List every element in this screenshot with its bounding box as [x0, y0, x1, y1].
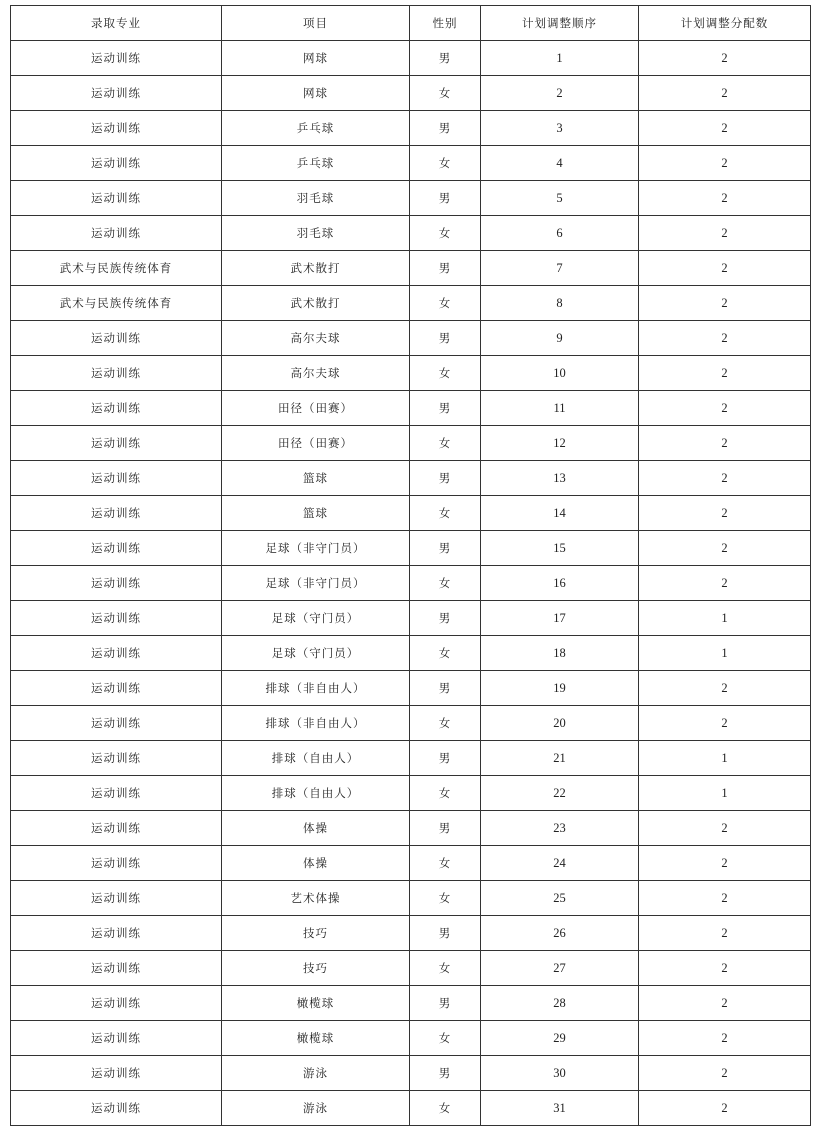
cell-adjust-count: 2 [639, 216, 811, 251]
cell-gender: 女 [410, 216, 481, 251]
cell-gender: 男 [410, 671, 481, 706]
cell-major: 运动训练 [11, 426, 222, 461]
cell-gender: 男 [410, 461, 481, 496]
cell-adjust-order: 31 [481, 1091, 639, 1126]
cell-sport: 高尔夫球 [222, 321, 410, 356]
header-gender: 性别 [410, 6, 481, 41]
table-row [11, 811, 811, 846]
cell-adjust-count: 2 [639, 1056, 811, 1091]
cell-gender: 男 [410, 531, 481, 566]
cell-major: 运动训练 [11, 216, 222, 251]
cell-gender: 男 [410, 181, 481, 216]
table-row [11, 1091, 811, 1126]
cell-adjust-count: 2 [639, 391, 811, 426]
cell-adjust-count: 2 [639, 531, 811, 566]
cell-gender: 女 [410, 776, 481, 811]
cell-major: 运动训练 [11, 41, 222, 76]
cell-major: 运动训练 [11, 986, 222, 1021]
cell-sport: 田径（田赛） [222, 391, 410, 426]
table-row [11, 846, 811, 881]
cell-adjust-count: 2 [639, 566, 811, 601]
cell-major: 运动训练 [11, 321, 222, 356]
cell-adjust-order: 14 [481, 496, 639, 531]
cell-adjust-order: 23 [481, 811, 639, 846]
cell-adjust-count: 2 [639, 1091, 811, 1126]
cell-major: 运动训练 [11, 1021, 222, 1056]
cell-adjust-order: 12 [481, 426, 639, 461]
header-adjust-order: 计划调整顺序 [481, 6, 639, 41]
table-row [11, 251, 811, 286]
table-row [11, 1056, 811, 1091]
cell-gender: 男 [410, 111, 481, 146]
cell-adjust-count: 2 [639, 496, 811, 531]
table-row [11, 181, 811, 216]
table-row [11, 426, 811, 461]
cell-adjust-count: 2 [639, 146, 811, 181]
table-row [11, 216, 811, 251]
cell-major: 运动训练 [11, 76, 222, 111]
cell-adjust-count: 2 [639, 461, 811, 496]
cell-major: 运动训练 [11, 636, 222, 671]
cell-adjust-order: 4 [481, 146, 639, 181]
cell-adjust-order: 17 [481, 601, 639, 636]
cell-gender: 女 [410, 76, 481, 111]
cell-major: 运动训练 [11, 881, 222, 916]
cell-sport: 篮球 [222, 496, 410, 531]
cell-major: 武术与民族传统体育 [11, 251, 222, 286]
cell-major: 运动训练 [11, 1091, 222, 1126]
table-row [11, 391, 811, 426]
table-row [11, 41, 811, 76]
cell-adjust-order: 13 [481, 461, 639, 496]
cell-major: 运动训练 [11, 706, 222, 741]
cell-adjust-count: 2 [639, 251, 811, 286]
cell-major: 运动训练 [11, 496, 222, 531]
cell-gender: 女 [410, 426, 481, 461]
cell-adjust-order: 2 [481, 76, 639, 111]
cell-major: 运动训练 [11, 461, 222, 496]
cell-adjust-order: 30 [481, 1056, 639, 1091]
cell-major: 运动训练 [11, 356, 222, 391]
cell-adjust-count: 2 [639, 986, 811, 1021]
cell-adjust-order: 22 [481, 776, 639, 811]
cell-sport: 武术散打 [222, 286, 410, 321]
cell-gender: 女 [410, 636, 481, 671]
cell-adjust-order: 3 [481, 111, 639, 146]
table-row [11, 111, 811, 146]
cell-sport: 乒乓球 [222, 111, 410, 146]
table-row [11, 601, 811, 636]
cell-gender: 女 [410, 706, 481, 741]
header-major: 录取专业 [11, 6, 222, 41]
cell-adjust-count: 2 [639, 111, 811, 146]
cell-major: 运动训练 [11, 531, 222, 566]
cell-sport: 排球（非自由人） [222, 706, 410, 741]
cell-major: 运动训练 [11, 671, 222, 706]
header-adjust-count: 计划调整分配数 [639, 6, 811, 41]
cell-sport: 乒乓球 [222, 146, 410, 181]
cell-gender: 女 [410, 881, 481, 916]
table-row [11, 776, 811, 811]
header-sport: 项目 [222, 6, 410, 41]
cell-gender: 男 [410, 321, 481, 356]
cell-sport: 足球（非守门员） [222, 531, 410, 566]
cell-major: 运动训练 [11, 846, 222, 881]
cell-sport: 田径（田赛） [222, 426, 410, 461]
cell-gender: 女 [410, 146, 481, 181]
cell-major: 运动训练 [11, 181, 222, 216]
cell-major: 运动训练 [11, 741, 222, 776]
cell-gender: 男 [410, 251, 481, 286]
cell-sport: 排球（非自由人） [222, 671, 410, 706]
table-row [11, 916, 811, 951]
cell-gender: 女 [410, 286, 481, 321]
cell-sport: 网球 [222, 41, 410, 76]
cell-adjust-count: 2 [639, 426, 811, 461]
cell-gender: 男 [410, 1056, 481, 1091]
table-header-row [11, 6, 811, 41]
cell-adjust-order: 10 [481, 356, 639, 391]
cell-major: 运动训练 [11, 566, 222, 601]
cell-adjust-count: 2 [639, 76, 811, 111]
cell-sport: 足球（守门员） [222, 636, 410, 671]
cell-sport: 排球（自由人） [222, 741, 410, 776]
table-row [11, 671, 811, 706]
cell-adjust-order: 21 [481, 741, 639, 776]
cell-adjust-count: 1 [639, 636, 811, 671]
cell-sport: 艺术体操 [222, 881, 410, 916]
cell-adjust-order: 9 [481, 321, 639, 356]
cell-sport: 羽毛球 [222, 181, 410, 216]
cell-adjust-order: 18 [481, 636, 639, 671]
cell-sport: 篮球 [222, 461, 410, 496]
table-row [11, 286, 811, 321]
cell-adjust-count: 2 [639, 706, 811, 741]
cell-sport: 游泳 [222, 1056, 410, 1091]
table-row [11, 531, 811, 566]
cell-major: 武术与民族传统体育 [11, 286, 222, 321]
cell-adjust-count: 1 [639, 776, 811, 811]
cell-adjust-order: 6 [481, 216, 639, 251]
cell-adjust-order: 25 [481, 881, 639, 916]
cell-gender: 男 [410, 41, 481, 76]
cell-major: 运动训练 [11, 951, 222, 986]
cell-sport: 高尔夫球 [222, 356, 410, 391]
table-row [11, 706, 811, 741]
cell-adjust-order: 1 [481, 41, 639, 76]
cell-major: 运动训练 [11, 916, 222, 951]
cell-adjust-order: 5 [481, 181, 639, 216]
cell-sport: 足球（非守门员） [222, 566, 410, 601]
cell-adjust-count: 1 [639, 601, 811, 636]
cell-adjust-count: 2 [639, 811, 811, 846]
table-row [11, 321, 811, 356]
table-row [11, 636, 811, 671]
table-row [11, 741, 811, 776]
cell-adjust-order: 19 [481, 671, 639, 706]
cell-adjust-count: 2 [639, 286, 811, 321]
cell-adjust-count: 2 [639, 1021, 811, 1056]
cell-adjust-order: 8 [481, 286, 639, 321]
cell-adjust-order: 27 [481, 951, 639, 986]
table-row [11, 566, 811, 601]
cell-gender: 男 [410, 741, 481, 776]
table-row [11, 951, 811, 986]
table-row [11, 881, 811, 916]
cell-sport: 羽毛球 [222, 216, 410, 251]
cell-adjust-count: 2 [639, 916, 811, 951]
cell-gender: 女 [410, 356, 481, 391]
cell-sport: 网球 [222, 76, 410, 111]
cell-adjust-count: 2 [639, 321, 811, 356]
cell-gender: 男 [410, 601, 481, 636]
cell-sport: 排球（自由人） [222, 776, 410, 811]
cell-gender: 女 [410, 1091, 481, 1126]
cell-adjust-count: 2 [639, 671, 811, 706]
cell-gender: 女 [410, 566, 481, 601]
cell-gender: 男 [410, 986, 481, 1021]
cell-sport: 橄榄球 [222, 986, 410, 1021]
cell-major: 运动训练 [11, 146, 222, 181]
cell-adjust-order: 20 [481, 706, 639, 741]
cell-sport: 技巧 [222, 951, 410, 986]
cell-sport: 足球（守门员） [222, 601, 410, 636]
cell-adjust-count: 2 [639, 356, 811, 391]
cell-adjust-count: 2 [639, 951, 811, 986]
cell-adjust-order: 26 [481, 916, 639, 951]
table-row [11, 461, 811, 496]
cell-adjust-count: 2 [639, 846, 811, 881]
cell-adjust-count: 2 [639, 41, 811, 76]
cell-adjust-count: 1 [639, 741, 811, 776]
cell-major: 运动训练 [11, 111, 222, 146]
table-row [11, 986, 811, 1021]
cell-gender: 女 [410, 951, 481, 986]
cell-gender: 女 [410, 1021, 481, 1056]
cell-sport: 体操 [222, 846, 410, 881]
cell-sport: 游泳 [222, 1091, 410, 1126]
cell-adjust-order: 11 [481, 391, 639, 426]
cell-adjust-order: 7 [481, 251, 639, 286]
cell-adjust-order: 15 [481, 531, 639, 566]
cell-gender: 男 [410, 811, 481, 846]
table-row [11, 146, 811, 181]
cell-adjust-count: 2 [639, 181, 811, 216]
cell-adjust-order: 28 [481, 986, 639, 1021]
cell-gender: 女 [410, 846, 481, 881]
table-body [11, 41, 811, 1126]
cell-gender: 男 [410, 391, 481, 426]
table-row [11, 76, 811, 111]
cell-adjust-order: 24 [481, 846, 639, 881]
cell-sport: 技巧 [222, 916, 410, 951]
cell-major: 运动训练 [11, 601, 222, 636]
cell-sport: 橄榄球 [222, 1021, 410, 1056]
table-row [11, 1021, 811, 1056]
cell-major: 运动训练 [11, 391, 222, 426]
table-row [11, 356, 811, 391]
admission-plan-table [10, 5, 811, 1126]
cell-major: 运动训练 [11, 811, 222, 846]
cell-gender: 男 [410, 916, 481, 951]
cell-gender: 女 [410, 496, 481, 531]
cell-adjust-count: 2 [639, 881, 811, 916]
cell-adjust-order: 29 [481, 1021, 639, 1056]
cell-sport: 武术散打 [222, 251, 410, 286]
cell-major: 运动训练 [11, 776, 222, 811]
cell-major: 运动训练 [11, 1056, 222, 1091]
table-row [11, 496, 811, 531]
cell-adjust-order: 16 [481, 566, 639, 601]
cell-sport: 体操 [222, 811, 410, 846]
